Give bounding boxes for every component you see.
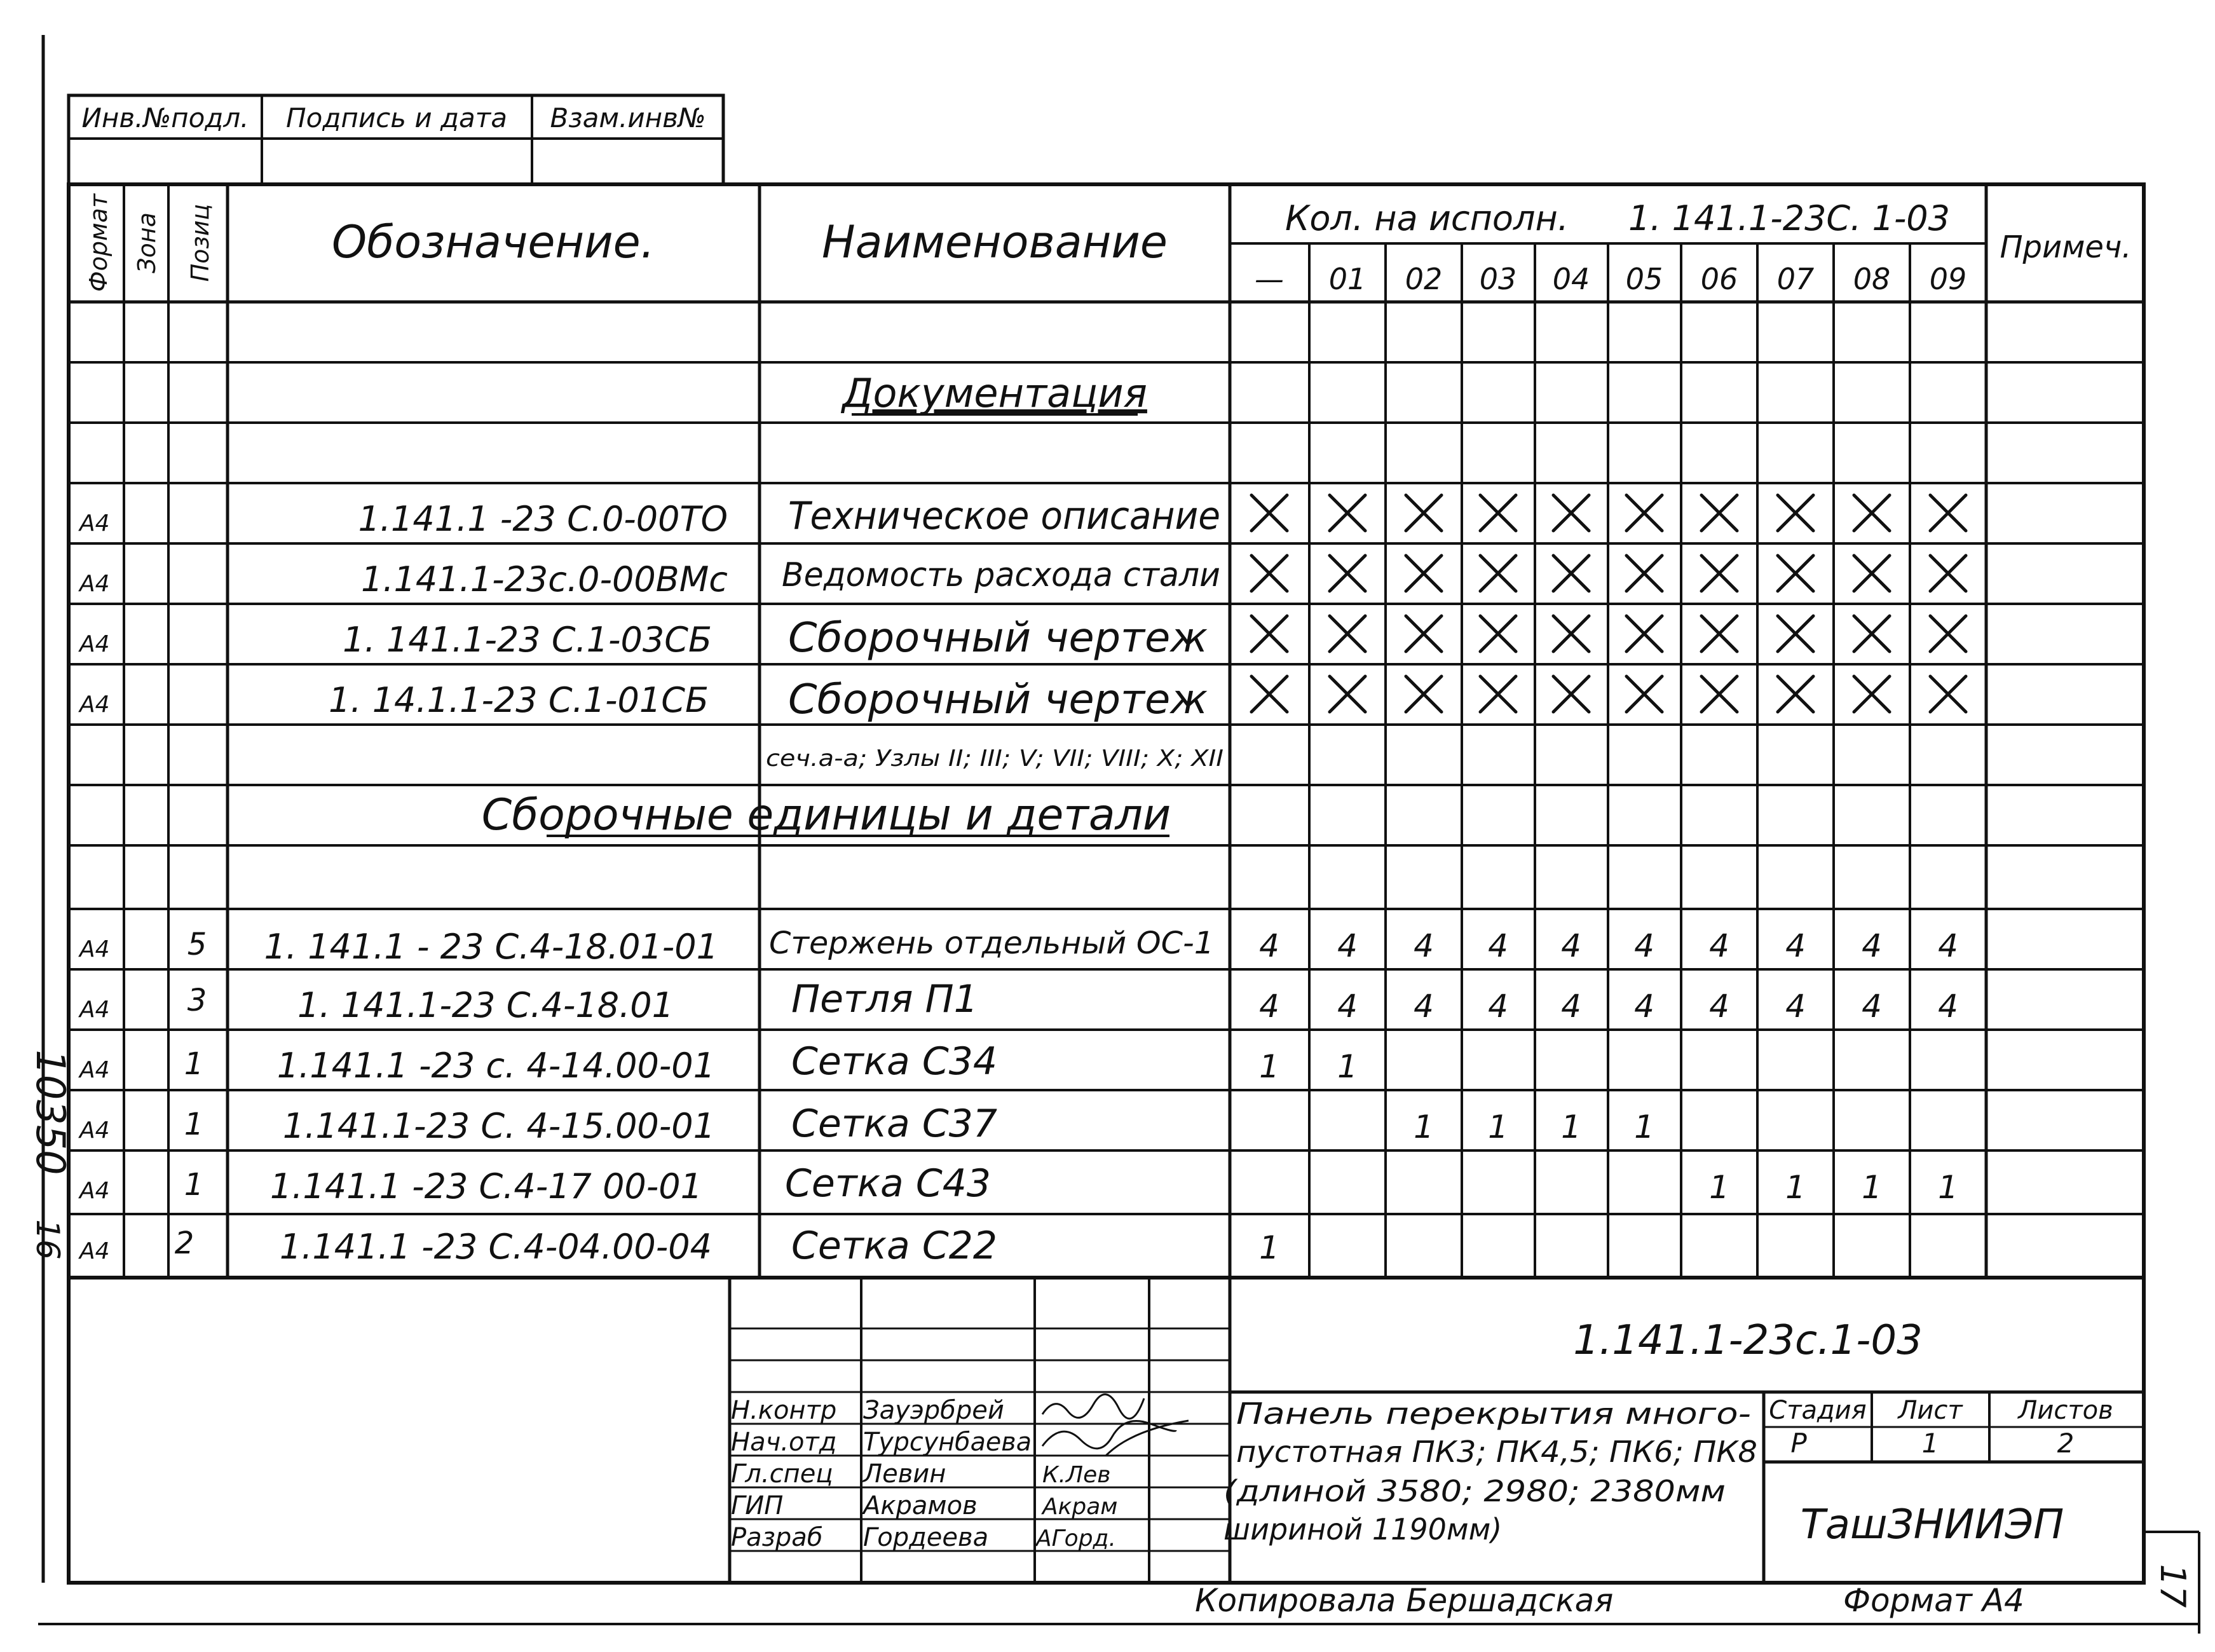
- role-label: Гл.спец: [731, 1459, 833, 1489]
- list-label: Лист: [1898, 1396, 1963, 1425]
- row-pos: 5: [187, 927, 207, 962]
- row-format: А4: [79, 1057, 110, 1083]
- role-label: Разраб: [731, 1523, 823, 1552]
- row-designation: 1.141.1 -23 С.4-04.00-04: [279, 1227, 712, 1267]
- qty-cell: 4: [1785, 927, 1806, 964]
- x-mark: [1553, 495, 1589, 531]
- title-line-1: Панель перекрытия много-: [1236, 1396, 1751, 1431]
- qty-cell: 4: [1862, 988, 1882, 1025]
- row-designation: 1. 141.1-23 С.4-18.01: [297, 985, 674, 1025]
- x-mark: [1406, 616, 1441, 652]
- doc-row: [78, 556, 1220, 599]
- stadia-label: Стадия: [1769, 1396, 1867, 1425]
- role-label: Нач.отд: [731, 1428, 837, 1457]
- x-mark: [1930, 616, 1966, 652]
- variant-header: 07: [1776, 262, 1815, 296]
- signature-scribbles: [1042, 1395, 1189, 1456]
- qty-cell: 4: [1414, 927, 1434, 964]
- x-mark: [1778, 556, 1813, 591]
- part-row: [78, 1039, 997, 1086]
- row-format: А4: [79, 1178, 110, 1204]
- row-format: А4: [79, 1238, 110, 1264]
- doc-row: [78, 494, 1220, 539]
- row-designation: 1.141.1 -23 С.0-00ТО: [358, 499, 728, 539]
- qty-cell: 1: [1488, 1109, 1508, 1145]
- row-name: Сетка С34: [791, 1039, 998, 1084]
- organization: ТашЗНИИЭП: [1800, 1501, 2064, 1548]
- row-format: А4: [79, 631, 110, 657]
- role-name: Акрамов: [863, 1491, 978, 1520]
- header-kol-title: Кол. на исполн.: [1285, 198, 1569, 238]
- row-name: Сетка С22: [791, 1224, 998, 1268]
- qty-cell: 1: [1259, 1048, 1279, 1085]
- header-poz: Позиц: [186, 203, 214, 282]
- header-primech: Примеч.: [2000, 229, 2132, 265]
- row-pos: 1: [184, 1107, 204, 1142]
- row-format: А4: [79, 1117, 110, 1143]
- listov-value: 2: [2057, 1428, 2075, 1459]
- x-mark: [1251, 556, 1287, 591]
- row-name: Петля П1: [791, 977, 978, 1021]
- qty-cell: 4: [1709, 988, 1729, 1025]
- x-mark: [1701, 616, 1737, 652]
- row-designation: 1. 141.1-23 С.1-03СБ: [343, 620, 712, 660]
- row-name: Сборочный чертеж: [788, 676, 1208, 723]
- doc-row: [78, 676, 1208, 723]
- qty-cell: 4: [1785, 988, 1806, 1025]
- row-designation: 1.141.1 -23 с. 4-14.00-01: [276, 1046, 715, 1086]
- row-format: А4: [79, 936, 110, 962]
- qty-cell: 4: [1561, 927, 1581, 964]
- row-pos: 2: [174, 1225, 194, 1261]
- row-pos: 3: [187, 983, 207, 1018]
- row-designation: 1. 141.1 - 23 С.4-18.01-01: [264, 927, 718, 967]
- x-mark: [1406, 676, 1441, 712]
- qty-cell: 4: [1259, 927, 1279, 964]
- x-mark: [1480, 556, 1516, 591]
- x-mark: [1480, 495, 1516, 531]
- x-mark: [1330, 556, 1365, 591]
- row-name: Ведомость расхода стали: [782, 556, 1220, 594]
- x-mark: [1480, 676, 1516, 712]
- x-mark: [1778, 616, 1813, 652]
- row-format: А4: [79, 997, 110, 1023]
- x-mark: [1406, 556, 1441, 591]
- role-signature: АГорд.: [1036, 1526, 1116, 1552]
- role-name: Гордеева: [863, 1523, 989, 1552]
- variant-header: 09: [1929, 262, 1967, 296]
- qty-cell: 4: [1938, 988, 1958, 1025]
- row-name: Техническое описание: [788, 494, 1220, 538]
- document-code: 1.141.1-23с.1-03: [1573, 1317, 1923, 1364]
- variant-header: 02: [1405, 262, 1443, 296]
- x-mark: [1778, 495, 1813, 531]
- part-row: [78, 1102, 997, 1146]
- title-role: [731, 1491, 1117, 1520]
- stamp-vzam-inv: Взам.инв№: [550, 102, 706, 133]
- row-format: А4: [79, 571, 110, 597]
- part-row: [78, 977, 978, 1025]
- stadia-value: Р: [1790, 1428, 1807, 1459]
- header-format: Формат: [85, 193, 112, 292]
- x-mark: [1626, 616, 1662, 652]
- x-mark: [1701, 556, 1737, 591]
- doc-note: сеч.а-а; Узлы II; III; V; VII; VIII; X; XII: [766, 746, 1223, 772]
- qty-cell: 4: [1561, 988, 1581, 1025]
- row-name: Сборочный чертеж: [788, 615, 1208, 662]
- qty-cell: 1: [1785, 1169, 1806, 1206]
- qty-cell: 1: [1414, 1109, 1434, 1145]
- x-mark: [1930, 556, 1966, 591]
- x-mark: [1330, 495, 1365, 531]
- qty-cell: 1: [1634, 1109, 1654, 1145]
- role-name: Зауэрбрей: [863, 1396, 1004, 1425]
- row-name: Стержень отдельный ОС-1: [769, 925, 1214, 961]
- variant-header: —: [1255, 262, 1284, 296]
- qty-cell: 4: [1938, 927, 1958, 964]
- role-signature: К.Лев: [1042, 1462, 1111, 1488]
- x-mark: [1778, 676, 1813, 712]
- row-name: Сетка С43: [785, 1161, 992, 1206]
- archive-suffix: 16: [29, 1219, 66, 1260]
- title-line-4: шириной 1190мм): [1223, 1512, 1503, 1546]
- x-mark: [1330, 676, 1365, 712]
- x-mark: [1251, 676, 1287, 712]
- role-name: Турсунбаева: [863, 1428, 1032, 1457]
- x-mark: [1626, 495, 1662, 531]
- role-signature: Акрам: [1042, 1494, 1118, 1520]
- part-row: [78, 925, 1214, 967]
- header-kol-doc: 1. 141.1-23С. 1-03: [1628, 198, 1951, 238]
- title-role: [731, 1459, 1110, 1489]
- x-mark: [1930, 676, 1966, 712]
- stamp-inv-podl: Инв.№подл.: [81, 102, 249, 133]
- footer-format: Формат А4: [1843, 1582, 2024, 1619]
- qty-cell: 4: [1259, 988, 1279, 1025]
- row-format: А4: [79, 510, 110, 536]
- section-assembly: Сборочные единицы и детали: [481, 790, 1171, 840]
- header-naimenovanie: Наименование: [822, 216, 1168, 268]
- variant-header: 04: [1552, 262, 1590, 296]
- qty-cell: 4: [1414, 988, 1434, 1025]
- x-mark: [1854, 616, 1890, 652]
- x-mark: [1701, 676, 1737, 712]
- x-mark: [1930, 495, 1966, 531]
- qty-cell: 4: [1634, 927, 1654, 964]
- x-mark: [1553, 616, 1589, 652]
- row-format: А4: [79, 692, 110, 718]
- variant-header: 05: [1625, 262, 1663, 296]
- stamp-podpis-data: Подпись и дата: [286, 102, 507, 133]
- header-zona: Зона: [133, 212, 161, 273]
- qty-cell: 1: [1938, 1169, 1958, 1206]
- qty-cell: 1: [1337, 1048, 1358, 1085]
- qty-cell: 1: [1709, 1169, 1729, 1206]
- list-value: 1: [1921, 1428, 1939, 1459]
- qty-cell: 4: [1337, 988, 1358, 1025]
- x-mark: [1251, 495, 1287, 531]
- role-label: ГИП: [731, 1491, 784, 1520]
- title-line-3: (длиной 3580; 2980; 2380мм: [1223, 1474, 1726, 1508]
- x-mark: [1553, 556, 1589, 591]
- x-mark: [1480, 616, 1516, 652]
- qty-cell: 1: [1561, 1109, 1581, 1145]
- x-mark: [1251, 616, 1287, 652]
- footer-copied: Копировала Бершадская: [1195, 1582, 1614, 1619]
- variant-header: 08: [1853, 262, 1891, 296]
- row-pos: 1: [184, 1167, 204, 1203]
- doc-row: [78, 615, 1208, 662]
- qty-cell: 4: [1488, 988, 1508, 1025]
- x-mark: [1626, 556, 1662, 591]
- title-role: [731, 1396, 1004, 1425]
- part-row: [78, 1161, 991, 1206]
- variant-headers: [1255, 262, 1966, 296]
- variant-header: 03: [1479, 262, 1517, 296]
- role-label: Н.контр: [731, 1396, 837, 1425]
- title-line-2: пустотная ПК3; ПК4,5; ПК6; ПК8: [1236, 1435, 1757, 1469]
- section-documentation: Документация: [842, 370, 1147, 416]
- x-mark: [1626, 676, 1662, 712]
- x-mark: [1854, 676, 1890, 712]
- qty-cell: 4: [1488, 927, 1508, 964]
- header-oboznachenie: Обозначение.: [332, 216, 655, 268]
- x-mark: [1701, 495, 1737, 531]
- row-designation: 1.141.1 -23 С.4-17 00-01: [269, 1166, 702, 1206]
- qty-cell: 4: [1634, 988, 1654, 1025]
- x-mark: [1553, 676, 1589, 712]
- qty-cell: 1: [1259, 1229, 1279, 1266]
- row-name: Сетка С37: [791, 1102, 998, 1146]
- row-designation: 1.141.1-23 С. 4-15.00-01: [282, 1106, 715, 1146]
- role-name: Левин: [863, 1459, 946, 1489]
- x-mark: [1330, 616, 1365, 652]
- variant-header: 06: [1700, 262, 1738, 296]
- qty-cell: 4: [1709, 927, 1729, 964]
- variant-header: 01: [1328, 262, 1366, 296]
- title-role: [731, 1523, 1116, 1552]
- row-designation: 1.141.1-23с.0-00ВМс: [360, 559, 728, 599]
- qty-cell: 4: [1337, 927, 1358, 964]
- part-row: [78, 1224, 997, 1268]
- row-designation: 1. 14.1.1-23 С.1-01СБ: [329, 680, 709, 720]
- page-number: 17: [2153, 1564, 2193, 1608]
- row-pos: 1: [184, 1046, 204, 1082]
- archive-number: 10350: [27, 1049, 74, 1175]
- x-mark: [1854, 495, 1890, 531]
- x-mark: [1854, 556, 1890, 591]
- x-mark: [1406, 495, 1441, 531]
- qty-cell: 4: [1862, 927, 1882, 964]
- qty-cell: 1: [1862, 1169, 1882, 1206]
- title-role: [731, 1428, 1032, 1457]
- listov-label: Листов: [2018, 1396, 2113, 1425]
